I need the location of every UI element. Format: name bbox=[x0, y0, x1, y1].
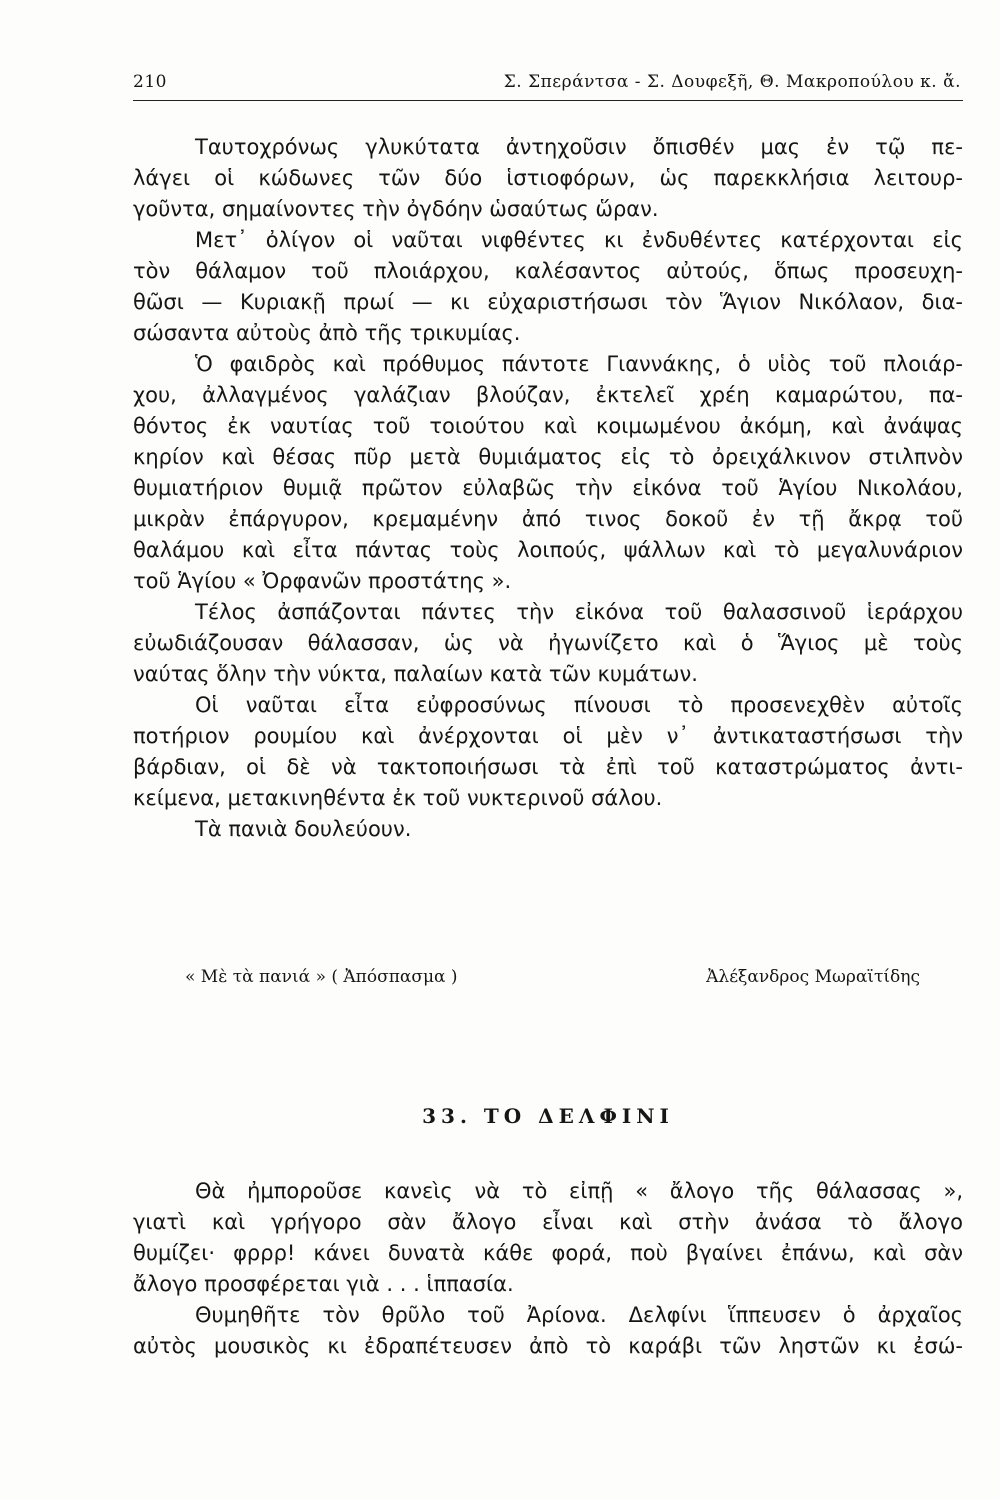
text-line: χου, ἀλλαγμένος γαλάζιαν βλούζαν, ἐκτελεῖ χρέη καμαρώτου, πα- bbox=[133, 383, 963, 407]
text-line: θόντος ἐκ ναυτίας τοῦ τοιούτου καὶ κοιμωμένου ἀκόμη, καὶ ἀνάψας bbox=[133, 414, 963, 438]
text-line: θῶσι — Κυριακῇ πρωί — κι εὐχαριστήσωσι τὸν Ἅγιον Νικόλαον, δια- bbox=[133, 290, 963, 314]
text-line: Ὁ φαιδρὸς καὶ πρόθυμος πάντοτε Γιαννάκης, ὁ υἱὸς τοῦ πλοιάρ- bbox=[195, 352, 963, 376]
text-line: μικρὰν ἐπάργυρον, κρεμαμένην ἀπό τινος δοκοῦ ἐν τῇ ἄκρᾳ τοῦ bbox=[133, 507, 963, 531]
paragraph bbox=[133, 349, 963, 597]
text-line: τὸν θάλαμον τοῦ πλοιάρχου, καλέσαντος αὐτούς, ὅπως προσευχη- bbox=[133, 259, 963, 283]
text-line: κείμενα, μετακινηθέντα ἐκ τοῦ νυκτερινοῦ σάλου. bbox=[133, 786, 663, 810]
text-line: ἄλογο προσφέρεται γιὰ . . . ἱππασία. bbox=[133, 1272, 514, 1296]
text-line: Ταυτοχρόνως γλυκύτατα ἀντηχοῦσιν ὄπισθέν μας ἐν τῷ πε- bbox=[195, 135, 963, 159]
text-line: εὐωδιάζουσαν θάλασσαν, ὡς νὰ ἠγωνίζετο καὶ ὁ Ἅγιος μὲ τοὺς bbox=[133, 631, 963, 655]
page-number: 210 bbox=[133, 72, 167, 92]
paragraph bbox=[133, 597, 963, 690]
paragraph bbox=[133, 132, 963, 225]
text-line: Τέλος ἀσπάζονται πάντες τὴν εἰκόνα τοῦ θαλασσινοῦ ἱεράρχου bbox=[195, 600, 963, 624]
body-text bbox=[133, 132, 963, 845]
text-line: Θὰ ἠμποροῦσε κανεὶς νὰ τὸ εἰπῇ « ἄλογο τῆς θάλασσας », bbox=[195, 1179, 963, 1203]
text-line: Τὰ πανιὰ δουλεύουν. bbox=[195, 817, 412, 841]
text-line: Μετ᾽ ὀλίγον οἱ ναῦται νιφθέντες κι ἐνδυθέντες κατέρχονται εἰς bbox=[195, 228, 963, 252]
text-line: θαλάμου καὶ εἶτα πάντας τοὺς λοιπούς, ψάλλων καὶ τὸ μεγαλυνάριον bbox=[133, 538, 963, 562]
paragraph bbox=[133, 225, 963, 349]
text-line: θυμιατήριον θυμιᾷ πρῶτον εὐλαβῶς τὴν εἰκόνα τοῦ Ἁγίου Νικολάου, bbox=[133, 476, 963, 500]
text-line: σώσαντα αὐτοὺς ἀπὸ τῆς τρικυμίας. bbox=[133, 321, 521, 345]
text-line: βάρδιαν, οἱ δὲ νὰ τακτοποιήσωσι τὰ ἐπὶ τοῦ καταστρώματος ἀντι- bbox=[133, 755, 963, 779]
text-line: κηρίον καὶ θέσας πῦρ μετὰ θυμιάματος εἰς τὸ ὀρειχάλκινον στιλπνὸν bbox=[133, 445, 963, 469]
paragraph bbox=[133, 1300, 963, 1362]
text-line: ποτήριον ρουμίου καὶ ἀνέρχονται οἱ μὲν ν᾽ ἀντικαταστήσωσι τὴν bbox=[133, 724, 963, 748]
text-line: αὐτὸς μουσικὸς κι ἐδραπέτευσεν ἀπὸ τὸ καράβι τῶν ληστῶν κι ἐσώ- bbox=[133, 1334, 963, 1358]
paragraph bbox=[133, 814, 963, 845]
text-line: τοῦ Ἁγίου « Ὀρφανῶν προστάτης ». bbox=[133, 569, 512, 593]
text-line: λάγει οἱ κώδωνες τῶν δύο ἱστιοφόρων, ὡς παρεκκλήσια λειτουρ- bbox=[133, 166, 963, 190]
text-line: γοῦντα, σημαίνοντες τὴν ὀγδόην ὡσαύτως ὥραν. bbox=[133, 197, 659, 221]
section-body-text bbox=[133, 1176, 963, 1362]
section-title: 33. ΤΟ ΔΕΛΦΙΝΙ bbox=[422, 1104, 674, 1128]
source-author: Ἀλέξανδρος Μωραϊτίδης bbox=[706, 967, 920, 987]
text-line: Θυμηθῆτε τὸν θρῦλο τοῦ Ἀρίονα. Δελφίνι ἵππευσεν ὁ ἀρχαῖος bbox=[195, 1303, 963, 1327]
text-line: ναύτας ὅλην τὴν νύκτα, παλαίων κατὰ τῶν κυμάτων. bbox=[133, 662, 698, 686]
paragraph bbox=[133, 690, 963, 814]
source-work: « Μὲ τὰ πανιά » ( Ἀπόσπασμα ) bbox=[185, 967, 458, 987]
paragraph bbox=[133, 1176, 963, 1300]
text-line: θυμίζει· φρρρ! κάνει δυνατὰ κάθε φορά, ποὺ βγαίνει ἐπάνω, καὶ σὰν bbox=[133, 1241, 963, 1265]
page-header bbox=[133, 66, 963, 101]
text-line: γιατὶ καὶ γρήγορο σὰν ἄλογο εἶναι καὶ στὴν ἀνάσα τὸ ἄλογο bbox=[133, 1210, 963, 1234]
text-line: Οἱ ναῦται εἶτα εὐφροσύνως πίνουσι τὸ προσενεχθὲν αὐτοῖς bbox=[195, 693, 963, 717]
running-title: Σ. Σπεράντσα - Σ. Δουφεξῆ, Θ. Μακροπούλου κ. ἄ. bbox=[503, 72, 961, 92]
